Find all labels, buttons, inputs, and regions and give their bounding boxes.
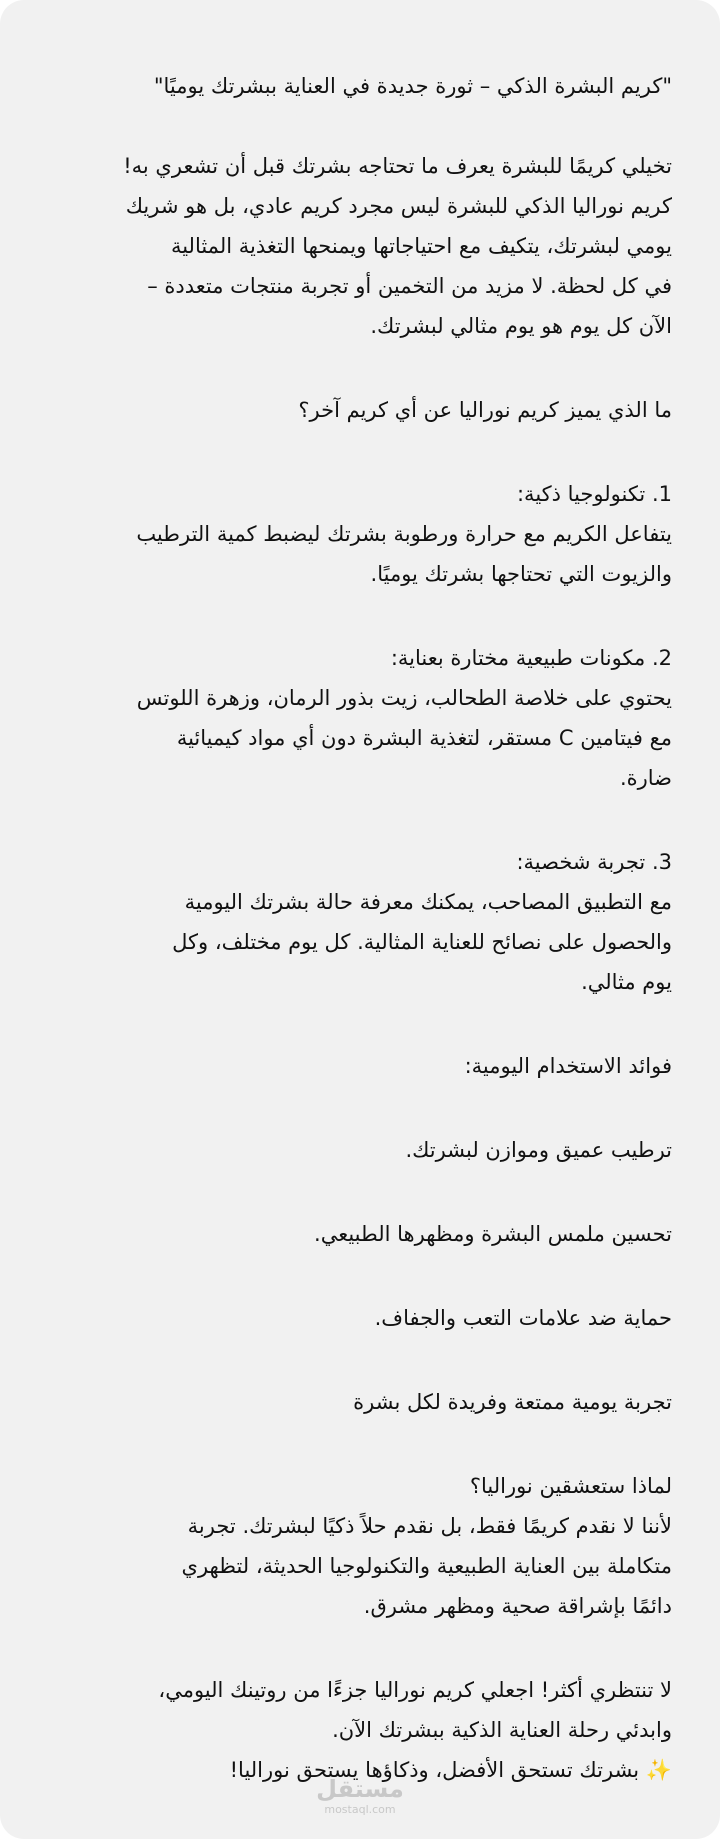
intro-line: تخيلي كريمًا للبشرة يعرف ما تحتاجه بشرتك قبل أن تشعري به! bbox=[123, 154, 672, 178]
spacer bbox=[52, 1086, 672, 1130]
intro-line: الآن كل يوم هو يوم مثالي لبشرتك. bbox=[370, 314, 672, 338]
watermark-latin: mostaql.com bbox=[324, 1803, 396, 1816]
why-heading: لماذا ستعشقين نوراليا؟ bbox=[469, 1474, 672, 1498]
closing-line: لا تنتظري أكثر! اجعلي كريم نوراليا جزءًا من روتينك اليومي، bbox=[158, 1678, 672, 1702]
feature-line: يحتوي على خلاصة الطحالب، زيت بذور الرمان، وزهرة اللوتس bbox=[136, 686, 672, 710]
benefit-item: تجربة يومية ممتعة وفريدة لكل بشرة bbox=[353, 1390, 672, 1414]
intro-line: في كل لحظة. لا مزيد من التخمين أو تجربة منتجات متعددة – bbox=[147, 274, 672, 298]
feature-line: ضارة. bbox=[619, 766, 672, 790]
sparkles-icon: ✨ bbox=[645, 1758, 672, 1782]
intro-line: كريم نوراليا الذكي للبشرة ليس مجرد كريم عادي، بل هو شريك bbox=[125, 194, 672, 218]
spacer bbox=[52, 594, 672, 638]
closing-line: وابدئي رحلة العناية الذكية ببشرتك الآن. bbox=[332, 1718, 672, 1742]
benefit-item: تحسين ملمس البشرة ومظهرها الطبيعي. bbox=[314, 1222, 672, 1246]
feature-heading: 3. تجربة شخصية: bbox=[516, 850, 672, 874]
spacer bbox=[52, 798, 672, 842]
benefits-heading: فوائد الاستخدام اليومية: bbox=[464, 1054, 672, 1078]
spacer bbox=[52, 1170, 672, 1214]
feature-line: مع فيتامين C مستقر، لتغذية البشرة دون أي مواد كيميائية bbox=[176, 726, 672, 750]
message-body bbox=[52, 66, 672, 1790]
watermark-arabic: مستقل bbox=[316, 1775, 404, 1803]
feature-line: والزيوت التي تحتاجها بشرتك يوميًا. bbox=[370, 562, 672, 586]
spacer bbox=[52, 106, 672, 146]
post-title: "كريم البشرة الذكي – ثورة جديدة في العناية ببشرتك يوميًا" bbox=[153, 74, 672, 98]
spacer bbox=[52, 1002, 672, 1046]
feature-heading: 2. مكونات طبيعية مختارة بعناية: bbox=[390, 646, 672, 670]
why-line: دائمًا بإشراقة صحية ومظهر مشرق. bbox=[363, 1594, 672, 1618]
feature-heading: 1. تكنولوجيا ذكية: bbox=[516, 482, 672, 506]
spacer bbox=[52, 1422, 672, 1466]
feature-line: يتفاعل الكريم مع حرارة ورطوبة بشرتك ليضبط كمية الترطيب bbox=[136, 522, 672, 546]
question-heading: ما الذي يميز كريم نوراليا عن أي كريم آخر؟ bbox=[298, 398, 672, 422]
spacer bbox=[52, 1338, 672, 1382]
why-line: متكاملة بين العناية الطبيعية والتكنولوجيا الحديثة، لتظهري bbox=[181, 1554, 672, 1578]
spacer bbox=[52, 1626, 672, 1670]
feature-line: مع التطبيق المصاحب، يمكنك معرفة حالة بشرتك اليومية bbox=[184, 890, 672, 914]
tagline-text: بشرتك تستحق الأفضل، وذكاؤها يستحق نوراليا! bbox=[229, 1758, 640, 1782]
spacer bbox=[52, 346, 672, 390]
intro-line: يومي لبشرتك، يتكيف مع احتياجاتها ويمنحها التغذية المثالية bbox=[170, 234, 672, 258]
spacer bbox=[52, 1254, 672, 1298]
benefit-item: ترطيب عميق وموازن لبشرتك. bbox=[405, 1138, 672, 1162]
feature-line: والحصول على نصائح للعناية المثالية. كل يوم مختلف، وكل bbox=[172, 930, 672, 954]
why-line: لأننا لا نقدم كريمًا فقط، بل نقدم حلاً ذكيًا لبشرتك. تجربة bbox=[187, 1514, 672, 1538]
benefit-item: حماية ضد علامات التعب والجفاف. bbox=[374, 1306, 672, 1330]
feature-line: يوم مثالي. bbox=[581, 970, 672, 994]
spacer bbox=[52, 430, 672, 474]
mostaql-watermark bbox=[312, 1775, 408, 1825]
